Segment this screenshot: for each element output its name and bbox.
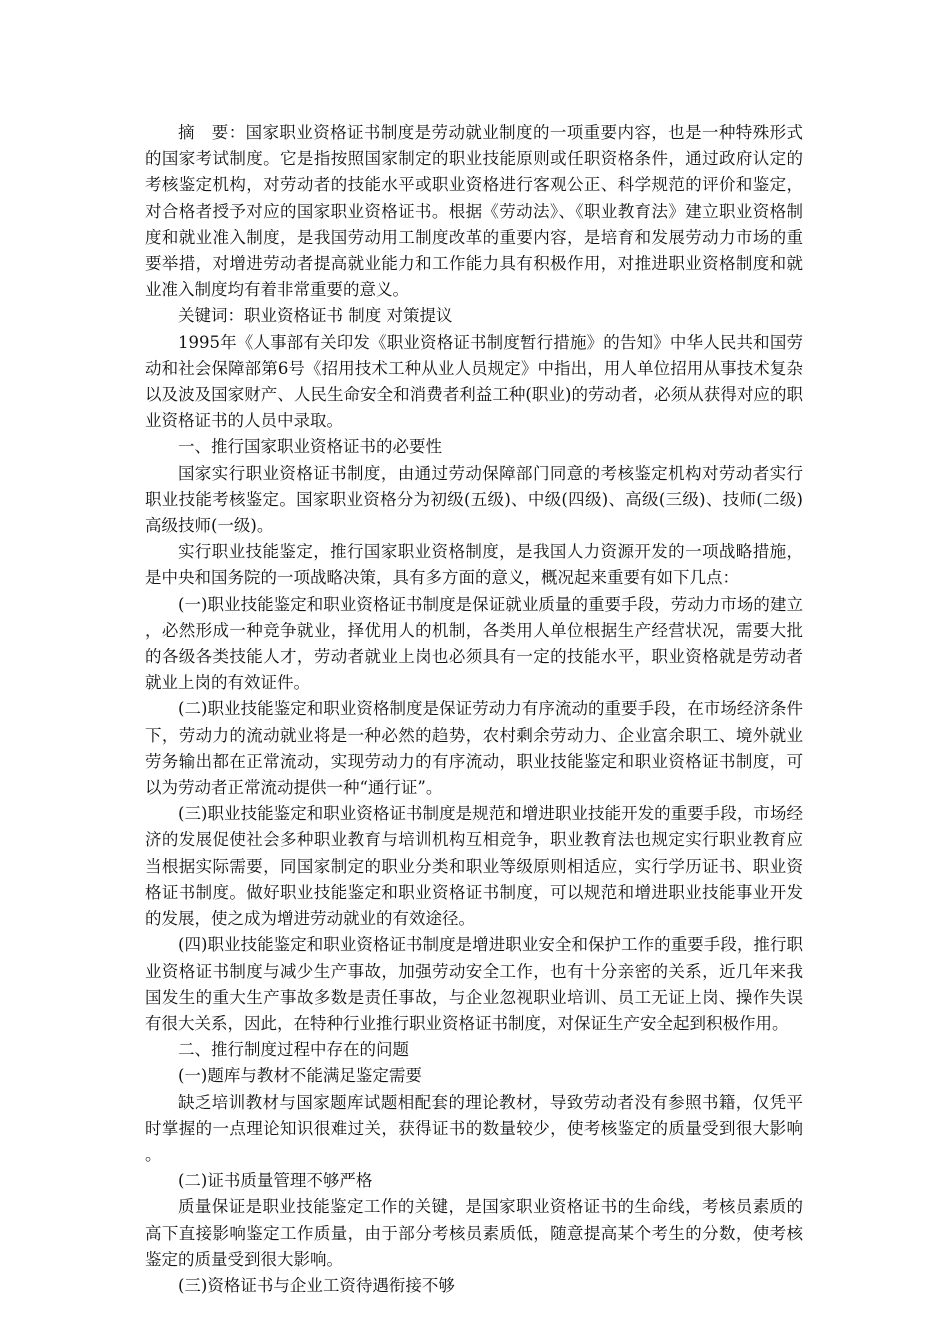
body-paragraph: (三)职业技能鉴定和职业资格证书制度是规范和增进职业技能开发的重要手段，市场经济的发展促使社会多种职业教育与培训机构互相竞争，职业教育法也规定实行职业教育应当根据实际需要，同国家制定的职业分类和职业等级原则相适应，实行学历证书、职业资格证书制度。做好职业技能鉴定和职业资格证书制度，可以规范和增进职业技能事业开发的发展，使之成为增进劳动就业的有效途径。 bbox=[145, 804, 803, 929]
document-page bbox=[145, 120, 803, 1299]
subsection-heading: (二)证书质量管理不够严格 bbox=[178, 1171, 373, 1191]
body-paragraph: 实行职业技能鉴定，推行国家职业资格制度，是我国人力资源开发的一项战略措施，是中央和国务院的一项战略决策，具有多方面的意义，概况起来重要有如下几点： bbox=[145, 542, 803, 588]
abstract-paragraph: 摘 要：国家职业资格证书制度是劳动就业制度的一项重要内容，也是一种特殊形式的国家考试制度。它是指按照国家制定的职业技能原则或任职资格条件，通过政府认定的考核鉴定机构，对劳动者的技能水平或职业资格进行客观公正、科学规范的评价和鉴定，对合格者授予对应的国家职业资格证书。根据《劳动法》、《职业教育法》建立职业资格制度和就业准入制度，是我国劳动用工制度改革的重要内容，是培育和发展劳动力市场的重要举措，对增进劳动者提高就业能力和工作能力具有积极作用，对推进职业资格制度和就业准入制度均有着非常重要的意义。 bbox=[145, 123, 803, 300]
subsection-heading: (三)资格证书与企业工资待遇衔接不够 bbox=[178, 1275, 455, 1295]
body-paragraph: (一)职业技能鉴定和职业资格证书制度是保证就业质量的重要手段，劳动力市场的建立，必然形成一种竞争就业，择优用人的机制，各类用人单位根据生产经营状况，需要大批的各级各类技能人才，劳动者就业上岗也必须具有一定的技能水平，职业资格就是劳动者就业上岗的有效证件。 bbox=[145, 594, 803, 693]
body-paragraph: (四)职业技能鉴定和职业资格证书制度是增进职业安全和保护工作的重要手段，推行职业资格证书制度与减少生产事故，加强劳动安全工作，也有十分亲密的关系，近几年来我国发生的重大生产事故多数是责任事故，与企业忽视职业培训、员工无证上岗、操作失误有很大关系，因此，在特种行业推行职业资格证书制度，对保证生产安全起到积极作用。 bbox=[145, 935, 803, 1033]
body-paragraph: (二)职业技能鉴定和职业资格制度是保证劳动力有序流动的重要手段，在市场经济条件下，劳动力的流动就业将是一种必然的趋势，农村剩余劳动力、企业富余职工、境外就业劳务输出都在正常流动，实现劳动力的有序流动，职业技能鉴定和职业资格证书制度，可以为劳动者正常流动提供一种“通行证”。 bbox=[145, 699, 803, 798]
body-paragraph: 1995年《人事部有关印发《职业资格证书制度暂行措施》的告知》中华人民共和国劳动和社会保障部第6号《招用技术工种从业人员规定》中指出，用人单位招用从事技术复杂以及波及国家财产、人民生命安全和消费者利益工种(职业)的劳动者，必须从获得对应的职业资格证书的人员中录取。 bbox=[145, 332, 803, 431]
body-paragraph: 质量保证是职业技能鉴定工作的关键，是国家职业资格证书的生命线，考核员素质的高下直接影响鉴定工作质量，由于部分考核员素质低，随意提高某个考生的分数，使考核鉴定的质量受到很大影响。 bbox=[145, 1197, 803, 1269]
subsection-heading: (一)题库与教材不能满足鉴定需要 bbox=[178, 1066, 422, 1086]
body-paragraph: 国家实行职业资格证书制度，由通过劳动保障部门同意的考核鉴定机构对劳动者实行职业技能考核鉴定。国家职业资格分为初级(五级)、中级(四级)、高级(三级)、技师(二级)高级技师(一级)。 bbox=[145, 463, 803, 536]
section-heading: 一、推行国家职业资格证书的必要性 bbox=[178, 437, 442, 457]
keywords-paragraph: 关键词：职业资格证书 制度 对策提议 bbox=[178, 306, 453, 326]
section-heading: 二、推行制度过程中存在的问题 bbox=[178, 1040, 409, 1060]
body-paragraph: 缺乏培训教材与国家题库试题相配套的理论教材，导致劳动者没有参照书籍，仅凭平时掌握的一点理论知识很难过关，获得证书的数量较少，使考核鉴定的质量受到很大影响。 bbox=[145, 1092, 803, 1164]
